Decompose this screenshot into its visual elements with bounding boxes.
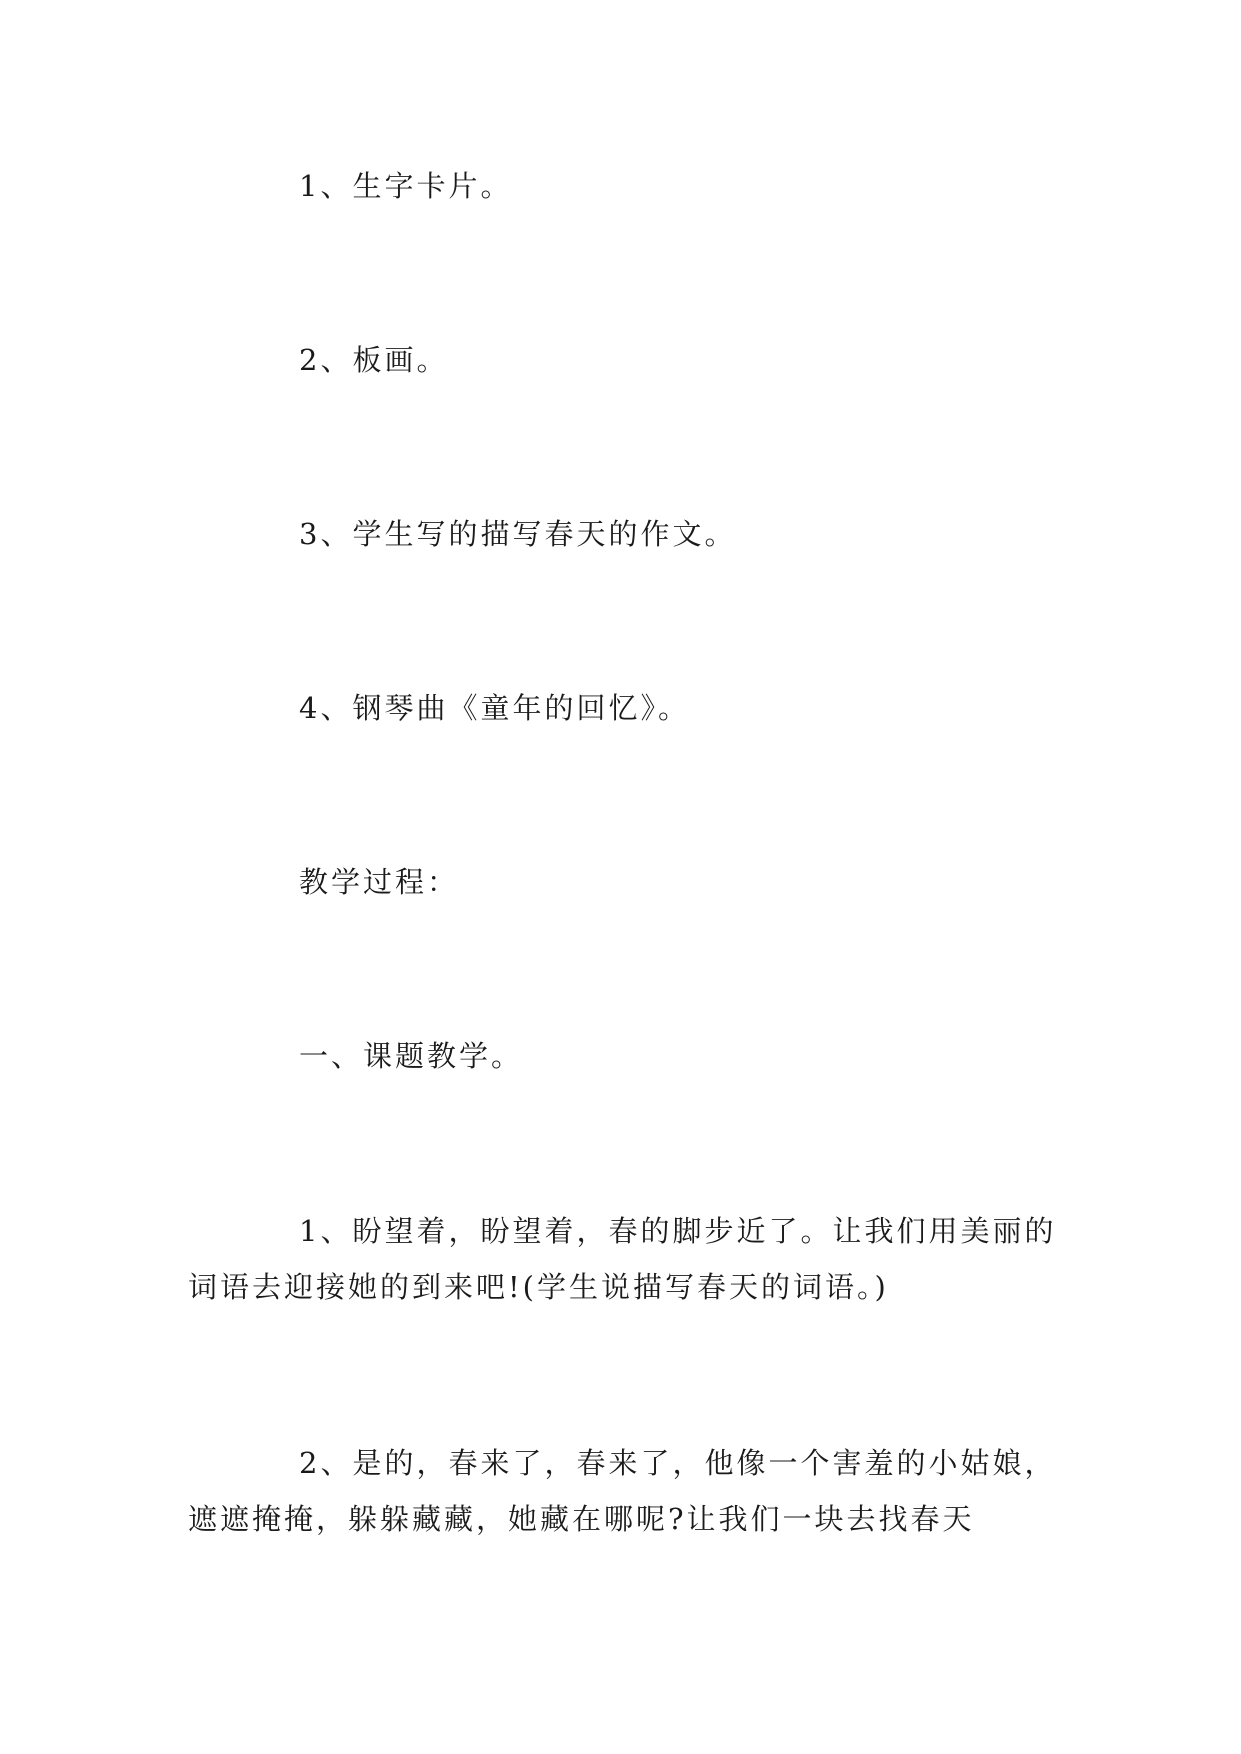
- paragraph-step-2: 2、是的，春来了，春来了，他像一个害羞的小姑娘，遮遮掩掩，躲躲藏藏，她藏在哪呢?让我们一块去找春天: [188, 1446, 1057, 1536]
- section-heading-lesson: 一、课题教学。: [299, 1039, 524, 1073]
- paragraph-material-2: 2、板画。: [299, 343, 449, 377]
- paragraph-step-1: 1、盼望着，盼望着，春的脚步近了。让我们用美丽的词语去迎接她的到来吧!(学生说描写春天的词语。): [188, 1214, 1057, 1304]
- paragraph-material-1: 1、生字卡片。: [299, 169, 513, 203]
- paragraph-material-3: 3、学生写的描写春天的作文。: [299, 517, 737, 551]
- section-heading-process: 教学过程：: [299, 865, 460, 899]
- paragraph-material-4: 4、钢琴曲《童年的回忆》。: [299, 691, 690, 725]
